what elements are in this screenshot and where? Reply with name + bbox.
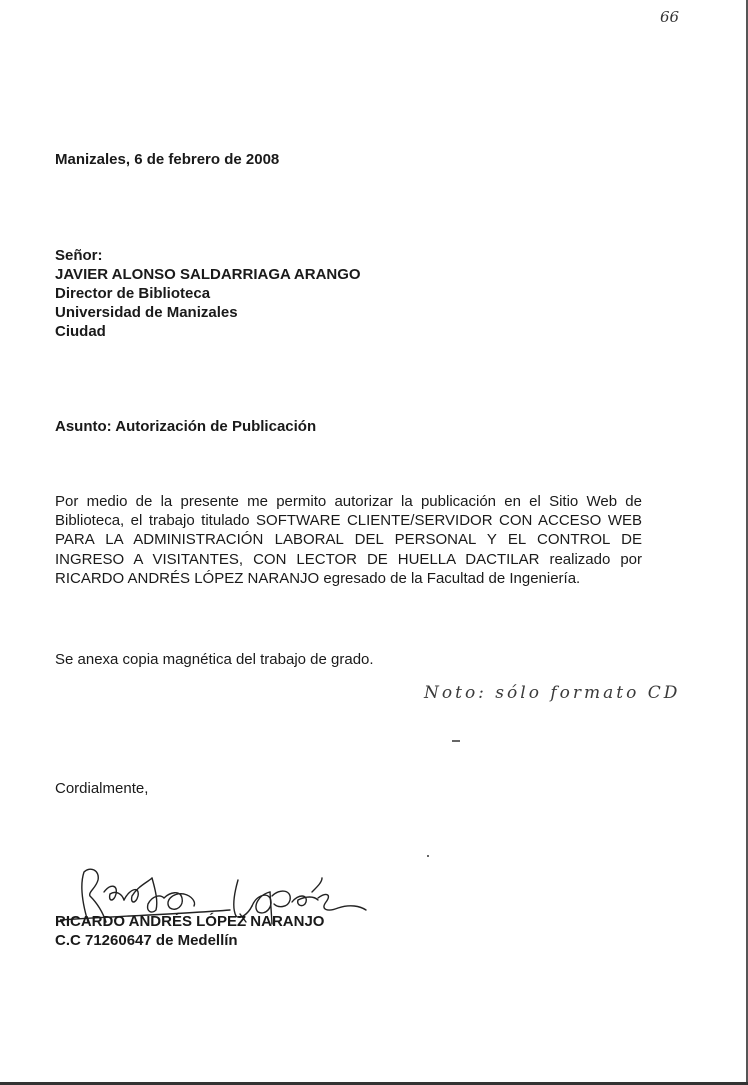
page-number: 66 bbox=[660, 8, 680, 26]
signer-block bbox=[55, 912, 324, 950]
recipient-institution: Universidad de Manizales bbox=[55, 304, 238, 321]
body-paragraph: Por medio de la presente me permito autorizar la publicación en el Sitio Web de Biblioteca, el trabajo titulado SOFTWARE CLIENTE/SERVIDOR CON ACCESO WEB PARA LA ADMINISTRACIÓN LABORAL DEL PERSONAL Y EL CONTROL DE INGRESO A VISITANTES, CON LECTOR DE HUELLA DACTILAR realizado por RICARDO ANDRÉS LÓPEZ NARANJO egresado de la Facultad de Ingeniería. bbox=[55, 493, 642, 587]
annex-line: Se anexa copia magnética del trabajo de grado. bbox=[55, 651, 374, 668]
scan-speck bbox=[427, 855, 429, 857]
recipient-salutation: Señor: bbox=[55, 247, 103, 264]
recipient-title: Director de Biblioteca bbox=[55, 285, 211, 302]
recipient-name: JAVIER ALONSO SALDARRIAGA ARANGO bbox=[55, 266, 361, 283]
handwritten-note: Noto: sólo formato CD bbox=[424, 683, 681, 703]
signer-name: RICARDO ANDRÉS LÓPEZ NARANJO bbox=[55, 913, 325, 930]
closing-line: Cordialmente, bbox=[55, 780, 149, 797]
date-line: Manizales, 6 de febrero de 2008 bbox=[55, 151, 280, 168]
recipient-city: Ciudad bbox=[55, 323, 106, 340]
signer-id: C.C 71260647 de Medellín bbox=[55, 932, 238, 949]
recipient-block bbox=[55, 246, 361, 341]
scan-speck bbox=[452, 740, 460, 742]
subject-line: Asunto: Autorización de Publicación bbox=[55, 418, 317, 435]
